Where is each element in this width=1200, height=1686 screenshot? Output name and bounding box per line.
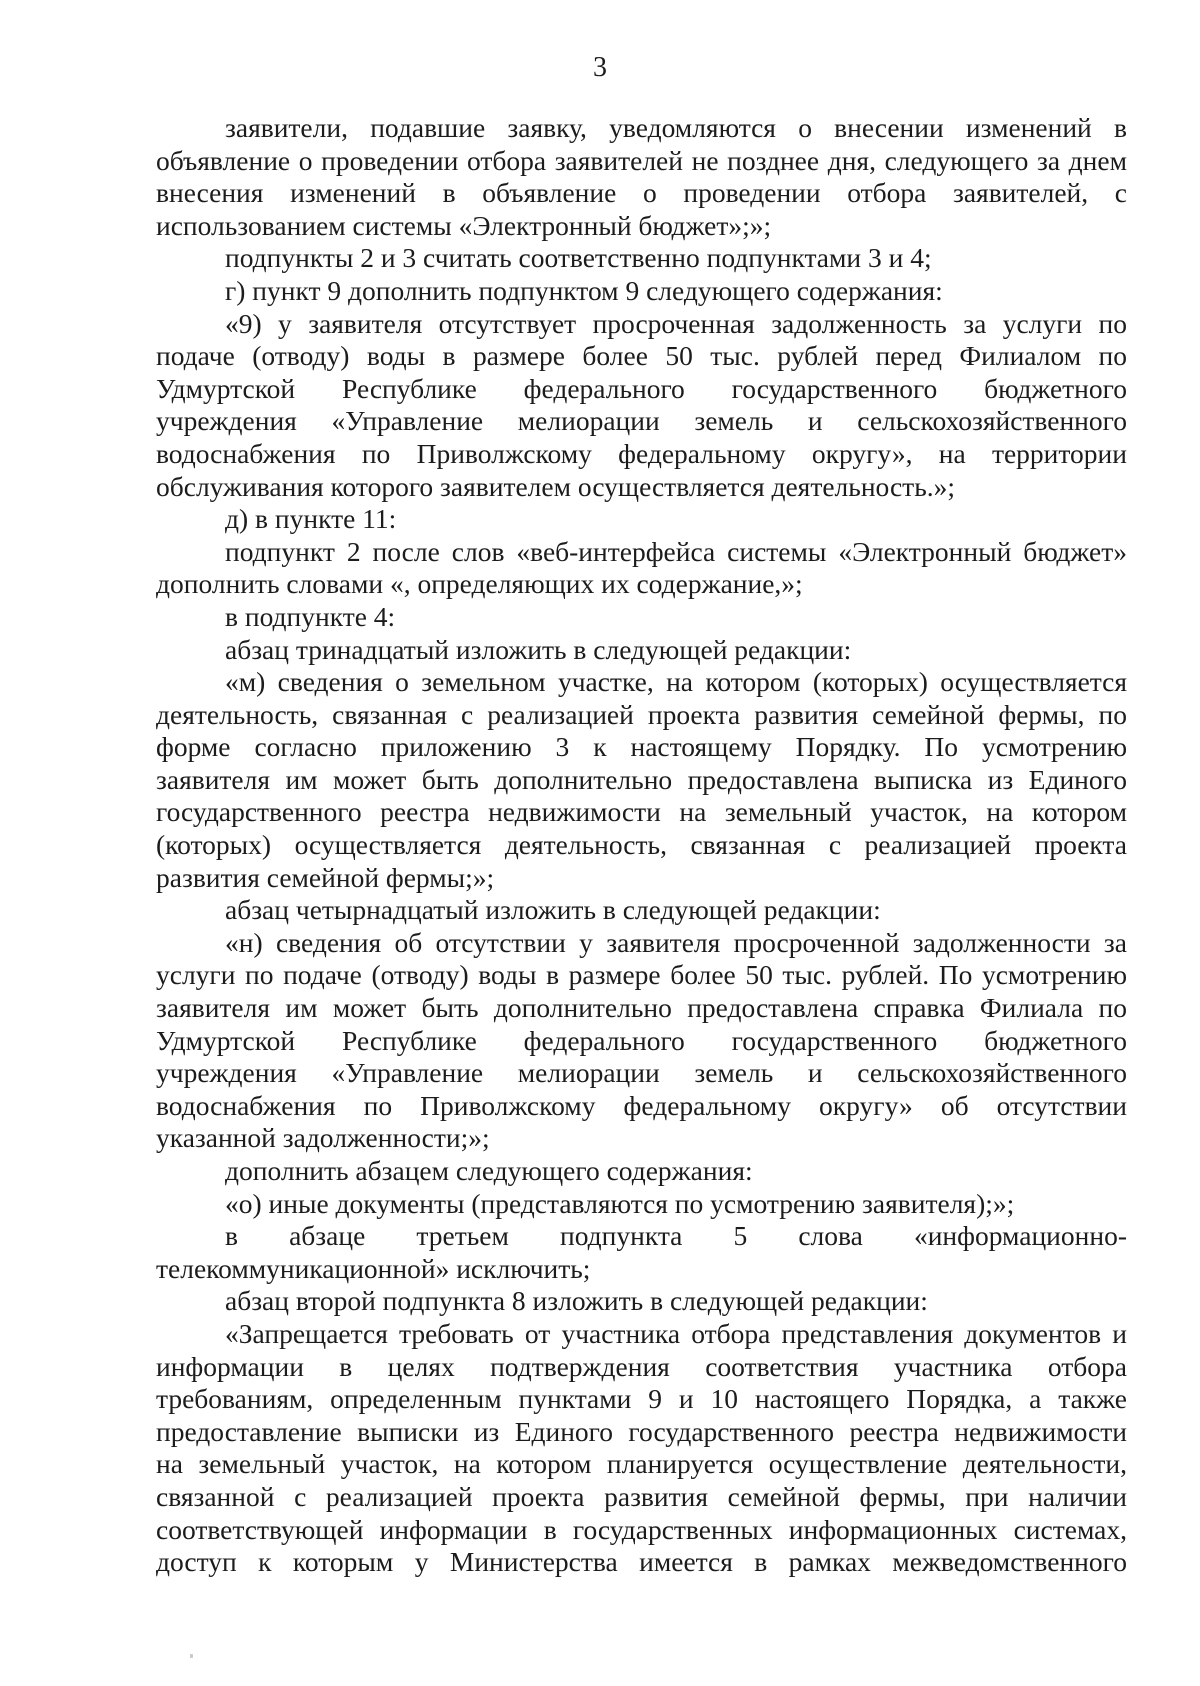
text-line: доступ к которым у Министерства имеется в рамках межведомственного xyxy=(156,1546,1127,1578)
text-line: внесения изменений в объявление о проведении отбора заявителей, с xyxy=(156,177,1127,209)
document-body xyxy=(156,112,1127,1579)
text-line: абзац четырнадцатый изложить в следующей редакции: xyxy=(225,894,881,926)
text-line: информации в целях подтверждения соответствия участника отбора xyxy=(156,1350,1127,1382)
text-line: форме согласно приложению 3 к настоящему Порядку. По усмотрению xyxy=(156,731,1127,763)
text-line: заявителя им может быть дополнительно предоставлена справка Филиала по xyxy=(156,992,1127,1024)
text-line: государственного реестра недвижимости на земельный участок, на котором xyxy=(156,796,1127,828)
text-line: телекоммуникационной» исключить; xyxy=(156,1252,591,1284)
text-line: соответствующей информации в государственных информационных системах, xyxy=(156,1513,1127,1545)
text-line: учреждения «Управление мелиорации земель и сельскохозяйственного xyxy=(156,405,1127,437)
text-line: подпункт 2 после слов «веб-интерфейса системы «Электронный бюджет» xyxy=(225,535,1127,567)
text-line: «о) иные документы (представляются по усмотрению заявителя);»; xyxy=(225,1187,1015,1219)
page-number: 3 xyxy=(593,52,607,83)
text-line: водоснабжения по Приволжскому федеральному округу», на территории xyxy=(156,437,1127,469)
text-line: услуги по подаче (отводу) воды в размере более 50 тыс. рублей. По усмотрению xyxy=(156,959,1127,991)
text-line: (которых) осуществляется деятельность, связанная с реализацией проекта xyxy=(156,829,1127,861)
text-line: «9) у заявителя отсутствует просроченная задолженность за услуги по xyxy=(225,307,1127,339)
text-line: Удмуртской Республике федерального государственного бюджетного xyxy=(156,372,1127,404)
text-line: учреждения «Управление мелиорации земель и сельскохозяйственного xyxy=(156,1057,1127,1089)
text-line: в подпункте 4: xyxy=(225,600,396,632)
text-line: Удмуртской Республике федерального государственного бюджетного xyxy=(156,1024,1127,1056)
text-line: дополнить словами «, определяющих их содержание,»; xyxy=(156,568,803,600)
text-line: д) в пункте 11: xyxy=(225,503,397,535)
text-line: абзац тринадцатый изложить в следующей редакции: xyxy=(225,633,852,665)
text-line: деятельность, связанная с реализацией проекта развития семейной фермы, по xyxy=(156,698,1127,730)
text-line: «н) сведения об отсутствии у заявителя просроченной задолженности за xyxy=(225,926,1127,958)
text-line: заявителя им может быть дополнительно предоставлена выписка из Единого xyxy=(156,763,1127,795)
scan-artifact xyxy=(190,1654,193,1658)
text-line: «м) сведения о земельном участке, на котором (которых) осуществляется xyxy=(225,666,1127,698)
text-line: связанной с реализацией проекта развития семейной фермы, при наличии xyxy=(156,1480,1127,1512)
text-line: объявление о проведении отбора заявителей не позднее дня, следующего за днем xyxy=(156,144,1127,176)
text-line: указанной задолженности;»; xyxy=(156,1122,490,1154)
text-line: использованием системы «Электронный бюджет»;»; xyxy=(156,209,772,241)
text-line: заявители, подавшие заявку, уведомляются о внесении изменений в xyxy=(225,112,1127,143)
text-line: водоснабжения по Приволжскому федеральному округу» об отсутствии xyxy=(156,1089,1127,1121)
text-line: в абзаце третьем подпункта 5 слова «информационно- xyxy=(225,1220,1127,1252)
text-line: «Запрещается требовать от участника отбора представления документов и xyxy=(225,1317,1127,1349)
text-line: абзац второй подпункта 8 изложить в следующей редакции: xyxy=(225,1285,928,1317)
text-line: обслуживания которого заявителем осуществляется деятельность.»; xyxy=(156,470,956,502)
text-line: требованиям, определенным пунктами 9 и 10 настоящего Порядка, а также xyxy=(156,1383,1127,1415)
text-line: дополнить абзацем следующего содержания: xyxy=(225,1155,753,1186)
text-line: подпункты 2 и 3 считать соответственно подпунктами 3 и 4; xyxy=(225,242,932,274)
text-line: подаче (отводу) воды в размере более 50 тыс. рублей перед Филиалом по xyxy=(156,340,1127,372)
text-line: развития семейной фермы;»; xyxy=(156,861,495,893)
text-line: на земельный участок, на котором планируется осуществление деятельности, xyxy=(156,1448,1127,1480)
text-line: г) пункт 9 дополнить подпунктом 9 следующего содержания: xyxy=(225,274,943,306)
text-line: предоставление выписки из Единого государственного реестра недвижимости xyxy=(156,1415,1127,1447)
